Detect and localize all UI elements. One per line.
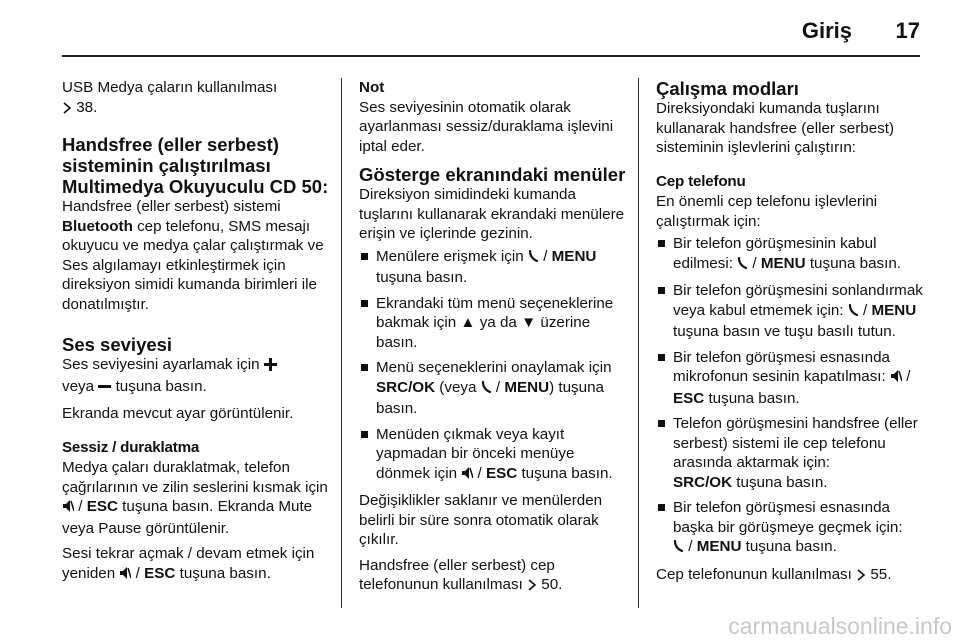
down-arrow-icon: ▼ [521, 314, 537, 331]
handsfree-reference: Handsfree (eller serbest) cep telefonunun kullanılması 50. [359, 556, 631, 597]
note-label: Not [359, 79, 385, 96]
section-heading-volume: Ses seviyesi [62, 334, 173, 355]
plus-icon [264, 357, 277, 377]
up-arrow-icon: ▲ [460, 314, 476, 331]
page-number: 17 [895, 18, 920, 43]
page-ref-icon [856, 567, 866, 587]
section-heading-multimedia: Multimedya Okuyuculu CD 50: [62, 176, 329, 197]
page-title: Giriş [801, 18, 852, 43]
watermark: carmanualsonline.info [728, 613, 952, 639]
menus-intro: Direksiyon simidindeki kumanda tuşlarını kullanarak ekrandaki menülere erişin ve içlerinde gezinin. [359, 186, 625, 242]
mute-icon [890, 369, 902, 389]
subheading-phone: Cep telefonu [656, 172, 746, 190]
volume-text: Ses seviyesini ayarlamak için veya tuşuna basın. [62, 355, 334, 398]
unmute-text: Sesi tekrar açmak / devam etmek için yeniden / ESC tuşuna basın. [62, 544, 334, 585]
page-ref-link[interactable]: 55. [870, 565, 892, 583]
phone-reference: Cep telefonunun kullanılması 55. [656, 565, 931, 587]
section-heading-modes: Çalışma modları [656, 78, 799, 99]
header-divider [62, 55, 920, 57]
page-ref-icon [527, 577, 537, 597]
phone-icon [481, 380, 492, 400]
phone-icon [673, 539, 684, 559]
column-3 [656, 78, 931, 592]
section-heading-menus: Gösterge ekranındaki menüler [359, 164, 626, 185]
list-item: Bir telefon görüşmesi esnasında başka bir görüşmeye geçmek için: / MENU tuşuna basın. [656, 498, 931, 559]
column-divider-2 [638, 78, 639, 608]
handsfree-intro: Handsfree (eller serbest) sistemi Bluetooth cep telefonu, SMS mesajı okuyucu ve medya çalar çalıştırmak ve Ses algılamayı etkinleştirmek için direksiyon simidi kumanda birimleri ile donatılmıştır. [62, 198, 324, 313]
modes-intro: Direksiyondaki kumanda tuşlarını kullanarak handsfree (eller serbest) sisteminin işlevlerini çalıştırın: [656, 100, 895, 156]
page-ref-icon [62, 100, 72, 120]
list-item: Menü seçeneklerini onaylamak için SRC/OK (veya / MENU) tuşuna basın. [359, 358, 631, 419]
section-heading-handsfree: Handsfree (eller serbest) sisteminin çalıştırılması [62, 134, 279, 176]
list-item: Ekrandaki tüm menü seçeneklerine bakmak için ▲ ya da ▼ üzerine basın. [359, 294, 631, 353]
column-2 [359, 78, 631, 603]
page-ref-link[interactable]: 38. [76, 98, 98, 116]
phone-icon [848, 303, 859, 323]
mute-text: Medya çaları duraklatmak, telefon çağrılarının ve zilin seslerini kısmak için / ESC tuşuna basın. Ekranda Mute veya Pause görüntülenir. [62, 459, 328, 537]
phone-icon [528, 249, 539, 269]
phone-intro: En önemli cep telefonu işlevlerini çalıştırmak için: [656, 193, 878, 230]
minus-icon [98, 379, 111, 399]
note-text: Ses seviyesinin otomatik olarak ayarlanması sessiz/duraklama işlevini iptal eder. [359, 98, 614, 155]
page-header [0, 0, 960, 58]
mute-icon [62, 499, 74, 519]
phone-icon [737, 256, 748, 276]
page-ref-link[interactable]: 50. [541, 576, 563, 593]
volume-display-text: Ekranda mevcut ayar görüntülenir. [62, 405, 294, 422]
mute-icon [119, 566, 131, 586]
list-item: Menülere erişmek için / MENU tuşuna basın. [359, 247, 631, 288]
list-item: Bir telefon görüşmesini sonlandırmak veya kabul etmemek için: / MENU tuşuna basın ve tuşu basılı tutun. [656, 281, 931, 342]
column-1 [62, 78, 334, 591]
subheading-mute: Sessiz / duraklatma [62, 438, 200, 456]
bluetooth-label: Bluetooth [62, 217, 133, 235]
menus-autosave-text: Değişiklikler saklanır ve menülerden belirli bir süre sonra otomatik olarak çıkılır. [359, 492, 603, 548]
list-item: Bir telefon görüşmesi esnasında mikrofonun sesinin kapatılması: / ESC tuşuna basın. [656, 348, 931, 409]
list-item: Menüden çıkmak veya kayıt yapmadan bir önceki menüye dönmek için / ESC tuşuna basın. [359, 425, 631, 486]
column-divider-1 [341, 78, 342, 608]
usb-reference: USB Medya çaların kullanılması 38. [62, 78, 334, 119]
mute-icon [461, 466, 473, 486]
list-item: Bir telefon görüşmesinin kabul edilmesi: / MENU tuşuna basın. [656, 234, 931, 275]
list-item: Telefon görüşmesini handsfree (eller serbest) sistemi ile cep telefonu arasında aktarmak için: SRC/OK tuşuna basın. [656, 414, 931, 492]
